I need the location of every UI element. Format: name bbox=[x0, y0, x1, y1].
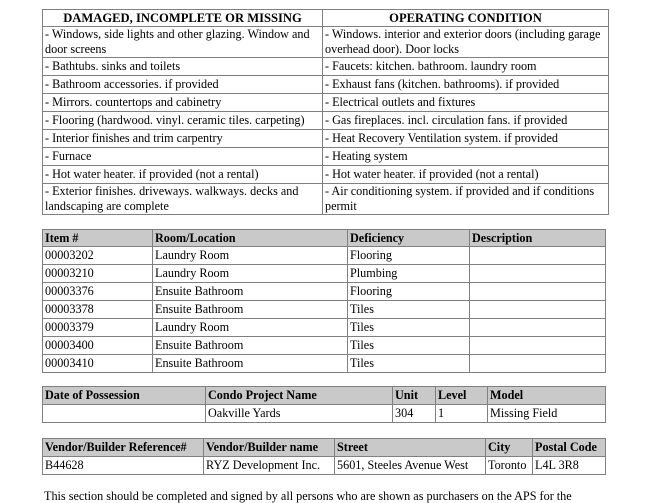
items-header-row bbox=[43, 230, 606, 247]
item-number-cell: 00003378 bbox=[43, 301, 153, 319]
level-value: 1 bbox=[436, 405, 488, 423]
item-number-cell: 00003202 bbox=[43, 247, 153, 265]
damaged-cell: - Flooring (hardwood. vinyl. ceramic tiles. carpeting) bbox=[43, 112, 323, 130]
street-value: 5601, Steeles Avenue West bbox=[335, 457, 486, 475]
description-cell bbox=[470, 319, 606, 337]
deficiency-cell: Flooring bbox=[348, 247, 470, 265]
postal-code-value: L4L 3R8 bbox=[533, 457, 606, 475]
deficiency-cell: Plumbing bbox=[348, 265, 470, 283]
deficiency-cell: Flooring bbox=[348, 283, 470, 301]
model-value: Missing Field bbox=[488, 405, 606, 423]
table-row bbox=[43, 337, 606, 355]
damaged-header: DAMAGED, INCOMPLETE OR MISSING bbox=[43, 10, 323, 27]
conditions-row bbox=[43, 76, 609, 94]
item-number-header: Item # bbox=[43, 230, 153, 247]
signature-instructions-text: This section should be completed and signed by all persons who are shown as purchasers on the APS for the bbox=[44, 489, 572, 503]
table-row bbox=[43, 265, 606, 283]
damaged-cell: - Exterior finishes. driveways. walkways. decks and landscaping are complete bbox=[43, 184, 323, 215]
description-cell bbox=[470, 265, 606, 283]
item-number-cell: 00003400 bbox=[43, 337, 153, 355]
room-location-cell: Laundry Room bbox=[153, 265, 348, 283]
condo-project-name-value: Oakville Yards bbox=[206, 405, 393, 423]
possession-values-row bbox=[43, 405, 606, 423]
room-location-cell: Laundry Room bbox=[153, 319, 348, 337]
vendor-reference-value: B44628 bbox=[43, 457, 204, 475]
level-header: Level bbox=[436, 387, 488, 405]
conditions-row bbox=[43, 184, 609, 215]
table-row bbox=[43, 247, 606, 265]
item-number-cell: 00003379 bbox=[43, 319, 153, 337]
damaged-cell: - Interior finishes and trim carpentry bbox=[43, 130, 323, 148]
city-value: Toronto bbox=[486, 457, 533, 475]
conditions-row bbox=[43, 58, 609, 76]
item-number-cell: 00003376 bbox=[43, 283, 153, 301]
item-number-cell: 00003410 bbox=[43, 355, 153, 373]
damaged-cell: - Bathroom accessories. if provided bbox=[43, 76, 323, 94]
room-location-cell: Ensuite Bathroom bbox=[153, 355, 348, 373]
model-header: Model bbox=[488, 387, 606, 405]
operating-cell: - Hot water heater. if provided (not a rental) bbox=[323, 166, 609, 184]
operating-cell: - Heating system bbox=[323, 148, 609, 166]
description-header: Description bbox=[470, 230, 606, 247]
possession-table bbox=[42, 386, 606, 423]
operating-header: OPERATING CONDITION bbox=[323, 10, 609, 27]
deficiency-cell: Tiles bbox=[348, 337, 470, 355]
operating-cell: - Heat Recovery Ventilation system. if provided bbox=[323, 130, 609, 148]
room-location-header: Room/Location bbox=[153, 230, 348, 247]
description-cell bbox=[470, 283, 606, 301]
table-row bbox=[43, 283, 606, 301]
operating-cell: - Exhaust fans (kitchen. bathrooms). if provided bbox=[323, 76, 609, 94]
condo-project-name-header: Condo Project Name bbox=[206, 387, 393, 405]
street-header: Street bbox=[335, 439, 486, 457]
vendor-header-row bbox=[43, 439, 606, 457]
conditions-row bbox=[43, 94, 609, 112]
city-header: City bbox=[486, 439, 533, 457]
operating-cell: - Electrical outlets and fixtures bbox=[323, 94, 609, 112]
description-cell bbox=[470, 301, 606, 319]
room-location-cell: Laundry Room bbox=[153, 247, 348, 265]
date-of-possession-header: Date of Possession bbox=[43, 387, 206, 405]
damaged-cell: - Mirrors. countertops and cabinetry bbox=[43, 94, 323, 112]
description-cell bbox=[470, 355, 606, 373]
conditions-row bbox=[43, 112, 609, 130]
conditions-row bbox=[43, 27, 609, 58]
table-row bbox=[43, 355, 606, 373]
postal-code-header: Postal Code bbox=[533, 439, 606, 457]
room-location-cell: Ensuite Bathroom bbox=[153, 337, 348, 355]
conditions-row bbox=[43, 148, 609, 166]
damaged-cell: - Furnace bbox=[43, 148, 323, 166]
deficiency-cell: Tiles bbox=[348, 355, 470, 373]
vendor-name-value: RYZ Development Inc. bbox=[204, 457, 335, 475]
description-cell bbox=[470, 247, 606, 265]
description-cell bbox=[470, 337, 606, 355]
conditions-row bbox=[43, 130, 609, 148]
room-location-cell: Ensuite Bathroom bbox=[153, 283, 348, 301]
vendor-name-header: Vendor/Builder name bbox=[204, 439, 335, 457]
operating-cell: - Gas fireplaces. incl. circulation fans. if provided bbox=[323, 112, 609, 130]
operating-cell: - Faucets: kitchen. bathroom. laundry room bbox=[323, 58, 609, 76]
unit-value: 304 bbox=[393, 405, 436, 423]
damaged-cell: - Windows, side lights and other glazing. Window and door screens bbox=[43, 27, 323, 58]
room-location-cell: Ensuite Bathroom bbox=[153, 301, 348, 319]
deficiency-header: Deficiency bbox=[348, 230, 470, 247]
deficiency-cell: Tiles bbox=[348, 319, 470, 337]
damaged-cell: - Bathtubs. sinks and toilets bbox=[43, 58, 323, 76]
operating-cell: - Air conditioning system. if provided and if conditions permit bbox=[323, 184, 609, 215]
damaged-cell: - Hot water heater. if provided (not a rental) bbox=[43, 166, 323, 184]
conditions-header-row bbox=[43, 10, 609, 27]
deficiency-items-table bbox=[42, 229, 606, 373]
unit-header: Unit bbox=[393, 387, 436, 405]
vendor-table bbox=[42, 438, 606, 475]
deficiency-cell: Tiles bbox=[348, 301, 470, 319]
item-number-cell: 00003210 bbox=[43, 265, 153, 283]
table-row bbox=[43, 319, 606, 337]
vendor-reference-header: Vendor/Builder Reference# bbox=[43, 439, 204, 457]
vendor-values-row bbox=[43, 457, 606, 475]
conditions-row bbox=[43, 166, 609, 184]
possession-header-row bbox=[43, 387, 606, 405]
operating-cell: - Windows. interior and exterior doors (including garage overhead door). Door locks bbox=[323, 27, 609, 58]
table-row bbox=[43, 301, 606, 319]
conditions-table bbox=[42, 9, 609, 215]
date-of-possession-value bbox=[43, 405, 206, 423]
